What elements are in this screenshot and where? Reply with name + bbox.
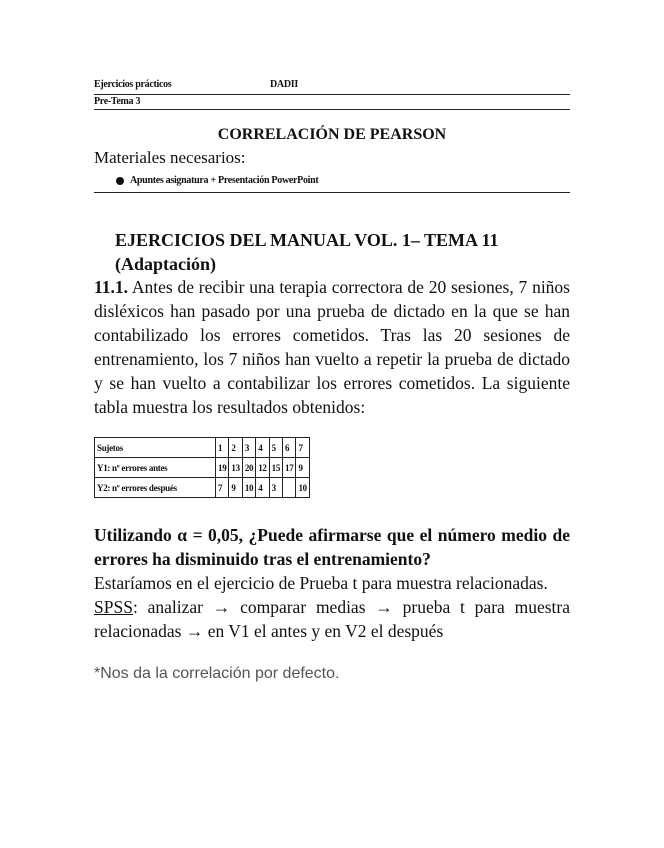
table-cell: 17: [283, 458, 296, 478]
table-header-row: [95, 438, 310, 458]
header-subtitle: Pre-Tema 3: [94, 96, 141, 107]
table-cell: Sujetos: [95, 438, 216, 458]
table-cell: [283, 478, 296, 498]
table-cell: Y2: nº errores después: [95, 478, 216, 498]
header-center: DADII: [270, 79, 298, 90]
table-cell: 4: [256, 478, 269, 498]
header-left: Ejercicios prácticos: [94, 79, 172, 90]
table-cell: 3: [269, 478, 282, 498]
materials-item-text: Apuntes asignatura + Presentación PowerPoint: [130, 175, 319, 186]
section-title: EJERCICIOS DEL MANUAL VOL. 1– TEMA 11 (Adaptación): [115, 230, 499, 274]
results-table: [94, 437, 310, 498]
question-text: Utilizando α = 0,05, ¿Puede afirmarse que el número medio de errores ha disminuido tras el entrenamiento?: [94, 525, 570, 569]
table-cell: 9: [296, 458, 309, 478]
bullet-icon: [116, 177, 124, 185]
table-cell: Y1: nº errores antes: [95, 458, 216, 478]
answer-paragraph: [94, 571, 570, 643]
table-cell: 2: [229, 438, 242, 458]
spss-label: SPSS: [94, 597, 133, 617]
materials-label: Materiales necesarios:: [94, 148, 246, 167]
page-subheader: [94, 96, 570, 110]
table-cell: 4: [256, 438, 269, 458]
table-cell: 5: [269, 438, 282, 458]
exercise-number: 11.1.: [94, 277, 129, 297]
table-row: [95, 478, 310, 498]
spss-instructions: : analizar → comparar medias → prueba t para muestra relacionadas → en V1 el antes y en V2 el después: [94, 597, 570, 641]
table-cell: 13: [229, 458, 242, 478]
table-cell: 12: [256, 458, 269, 478]
table-cell: 9: [229, 478, 242, 498]
page-title: CORRELACIÓN DE PEARSON: [217, 126, 447, 143]
table-cell: 3: [242, 438, 255, 458]
exercise-paragraph: [94, 275, 570, 419]
table-cell: 19: [216, 458, 229, 478]
table-cell: 10: [242, 478, 255, 498]
table-cell: 15: [269, 458, 282, 478]
footnote: *Nos da la correlación por defecto.: [94, 665, 340, 682]
page-header: [94, 79, 570, 95]
table-cell: 6: [283, 438, 296, 458]
materials-list-item: [94, 174, 570, 193]
table-cell: 7: [296, 438, 309, 458]
table-cell: 20: [242, 458, 255, 478]
answer-line: Estaríamos en el ejercicio de Prueba t para muestra relacionadas.: [94, 573, 548, 593]
table-cell: 7: [216, 478, 229, 498]
table-cell: 10: [296, 478, 309, 498]
table-cell: 1: [216, 438, 229, 458]
table-row: [95, 458, 310, 478]
document-page: [94, 0, 570, 848]
exercise-text: Antes de recibir una terapia correctora de 20 sesiones, 7 niños disléxicos han pasado por una prueba de dictado en la que se han contabilizado los errores cometidos. Tras las 20 sesiones de entrenamiento, los 7 niños han vuelto a repetir la prueba de dictado y se han vuelto a contabilizar los errores cometidos. La siguiente tabla muestra los resultados obtenidos:: [94, 277, 570, 417]
